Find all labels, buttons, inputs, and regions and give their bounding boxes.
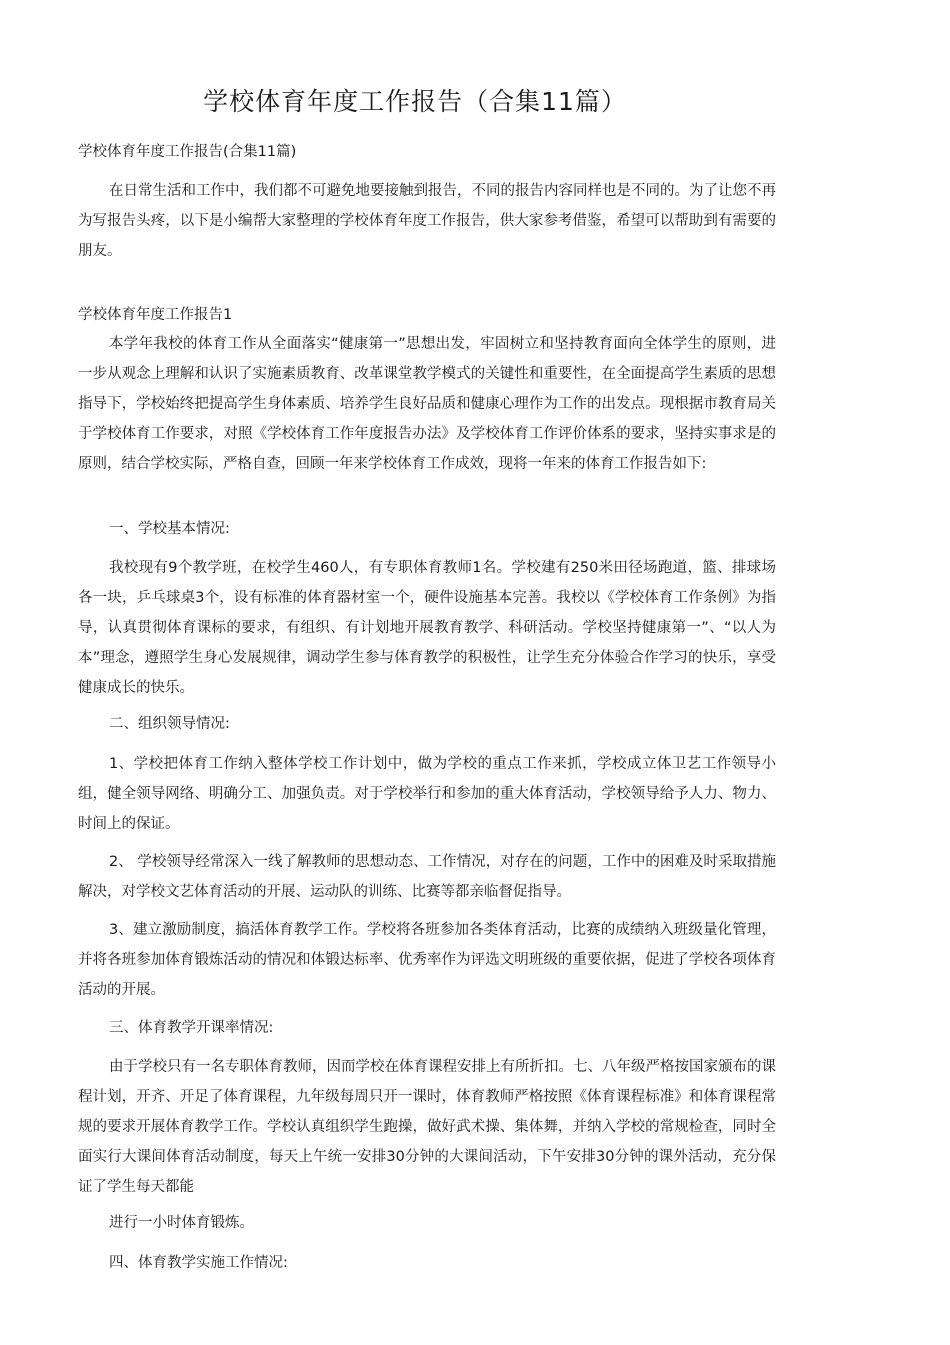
body-paragraph: 我校现有9个教学班，在校学生460人，有专职体育教师1名。学校建有250米田径场跑道，篮、排球场各一块，乒乓球桌3个，设有标准的体育器材室一个，硬件设施基本完善。我校以《学校体育工作条例》为指导，认真贯彻体育课标的要求，有组织、有计划地开展教育教学、科研活动。学校坚持健康第一”、“以人为本”理念，遵照学生身心发展规律，调动学生参与体育教学的积极性，让学生充分体验合作学习的快乐，享受健康成长的快乐。: [78, 560, 776, 696]
body-paragraph: 由于学校只有一名专职体育教师，因而学校在体育课程安排上有所折扣。七、八年级严格按国家颁布的课程计划，开齐、开足了体育课程，九年级每周只开一课时，体育教师严格按照《体育课程标准》和体育课程常规的要求开展体育教学工作。学校认真组织学生跑操，做好武术操、集体舞，并纳入学校的常规检查，同时全面实行大课间体育活动制度，每天上午统一安排30分钟的大课间活动，下午安排30分钟的课外活动，充分保证了学生每天都能: [78, 1059, 776, 1195]
section-heading: 二、组织领导情况:: [109, 716, 230, 732]
section-heading: 三、体育教学开课率情况:: [109, 1020, 274, 1036]
intro-paragraph: 在日常生活和工作中，我们都不可避免地要接触到报告，不同的报告内容同样也是不同的。为了让您不再为写报告头疼，以下是小编帮大家整理的学校体育年度工作报告，供大家参考借鉴，希望可以帮助到有需要的朋友。: [78, 183, 776, 259]
section-heading: 一、学校基本情况:: [109, 521, 230, 537]
body-paragraph: 3、建立激励制度，搞活体育教学工作。学校将各班参加各类体育活动，比赛的成绩纳入班级量化管理，并将各班参加体育锻炼活动的情况和体锻达标率、优秀率作为评选文明班级的重要依据，促进了学校各项体育活动的开展。: [78, 922, 776, 998]
body-paragraph: 进行一小时体育锻炼。: [109, 1215, 254, 1231]
report-heading: 学校体育年度工作报告1: [78, 307, 233, 323]
section-heading: 四、体育教学实施工作情况:: [109, 1255, 288, 1271]
report-intro-paragraph: 本学年我校的体育工作从全面落实“健康第一”思想出发，牢固树立和坚持教育面向全体学生的原则，进一步从观念上理解和认识了实施素质教育、改革课堂教学模式的关键性和重要性，在全面提高学生素质的思想指导下，学校始终把提高学生身体素质、培养学生良好品质和健康心理作为工作的出发点。现根据市教育局关于学校体育工作要求，对照《学校体育工作年度报告办法》及学校体育工作评价体系的要求，坚持实事求是的原则，结合学校实际，严格自查，回顾一年来学校体育工作成效，现将一年来的体育工作报告如下:: [78, 336, 776, 472]
document-title: 学校体育年度工作报告（合集11篇）: [203, 87, 627, 116]
body-paragraph: 2、 学校领导经常深入一线了解教师的思想动态、工作情况，对存在的问题，工作中的困难及时采取措施解决，对学校文艺体育活动的开展、运动队的训练、比赛等都亲临督促指导。: [78, 854, 776, 900]
document-subtitle: 学校体育年度工作报告(合集11篇): [78, 144, 297, 160]
body-paragraph: 1、学校把体育工作纳入整体学校工作计划中，做为学校的重点工作来抓，学校成立体卫艺工作领导小组，健全领导网络、明确分工、加强负责。对于学校举行和参加的重大体育活动，学校领导给予人力、物力、时间上的保证。: [78, 756, 776, 832]
